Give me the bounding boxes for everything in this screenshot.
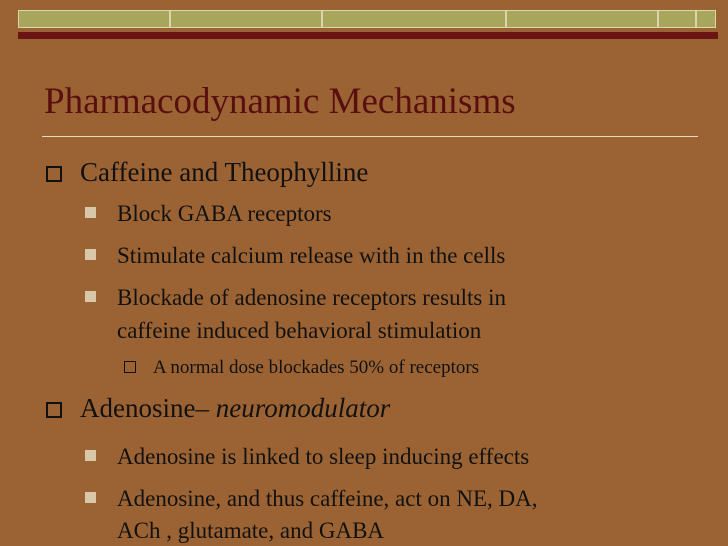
header-red-bar xyxy=(18,32,718,39)
bullet-neurotransmitters-line1: Adenosine, and thus caffeine, act on NE, DA, xyxy=(117,486,538,511)
header-decoration xyxy=(0,0,728,46)
hollow-square-icon xyxy=(46,402,62,418)
bullet-adenosine xyxy=(80,393,390,424)
bullet-neurotransmitters-line2: ACh , glutamate, and GABA xyxy=(117,518,385,543)
bullet-block-gaba: Block GABA receptors xyxy=(117,201,332,226)
header-cell xyxy=(170,10,322,28)
bullet-adenosine-blockade-line1: Blockade of adenosine receptors results in xyxy=(117,285,506,310)
filled-square-icon xyxy=(85,207,96,218)
bullet-calcium-release: Stimulate calcium release with in the cells xyxy=(117,243,506,268)
filled-square-icon xyxy=(85,492,96,503)
hollow-square-icon xyxy=(124,361,136,373)
bullet-normal-dose: A normal dose blockades 50% of receptors xyxy=(153,357,480,378)
header-cell xyxy=(18,10,170,28)
filled-square-icon xyxy=(85,291,96,302)
adenosine-label: Adenosine– xyxy=(80,393,216,423)
filled-square-icon xyxy=(85,249,96,260)
slide-title: Pharmacodynamic Mechanisms xyxy=(44,81,516,122)
bullet-caffeine-theophylline: Caffeine and Theophylline xyxy=(80,157,369,187)
header-cell xyxy=(696,10,716,28)
bullet-sleep-effects: Adenosine is linked to sleep inducing effects xyxy=(117,444,530,469)
neuromodulator-label: neuromodulator xyxy=(215,393,391,423)
header-cell xyxy=(658,10,696,28)
header-cell xyxy=(322,10,506,28)
title-underline xyxy=(42,136,698,137)
bullet-adenosine-blockade-line2: caffeine induced behavioral stimulation xyxy=(117,318,482,343)
filled-square-icon xyxy=(85,450,96,461)
header-cell xyxy=(506,10,658,28)
hollow-square-icon xyxy=(46,166,62,182)
